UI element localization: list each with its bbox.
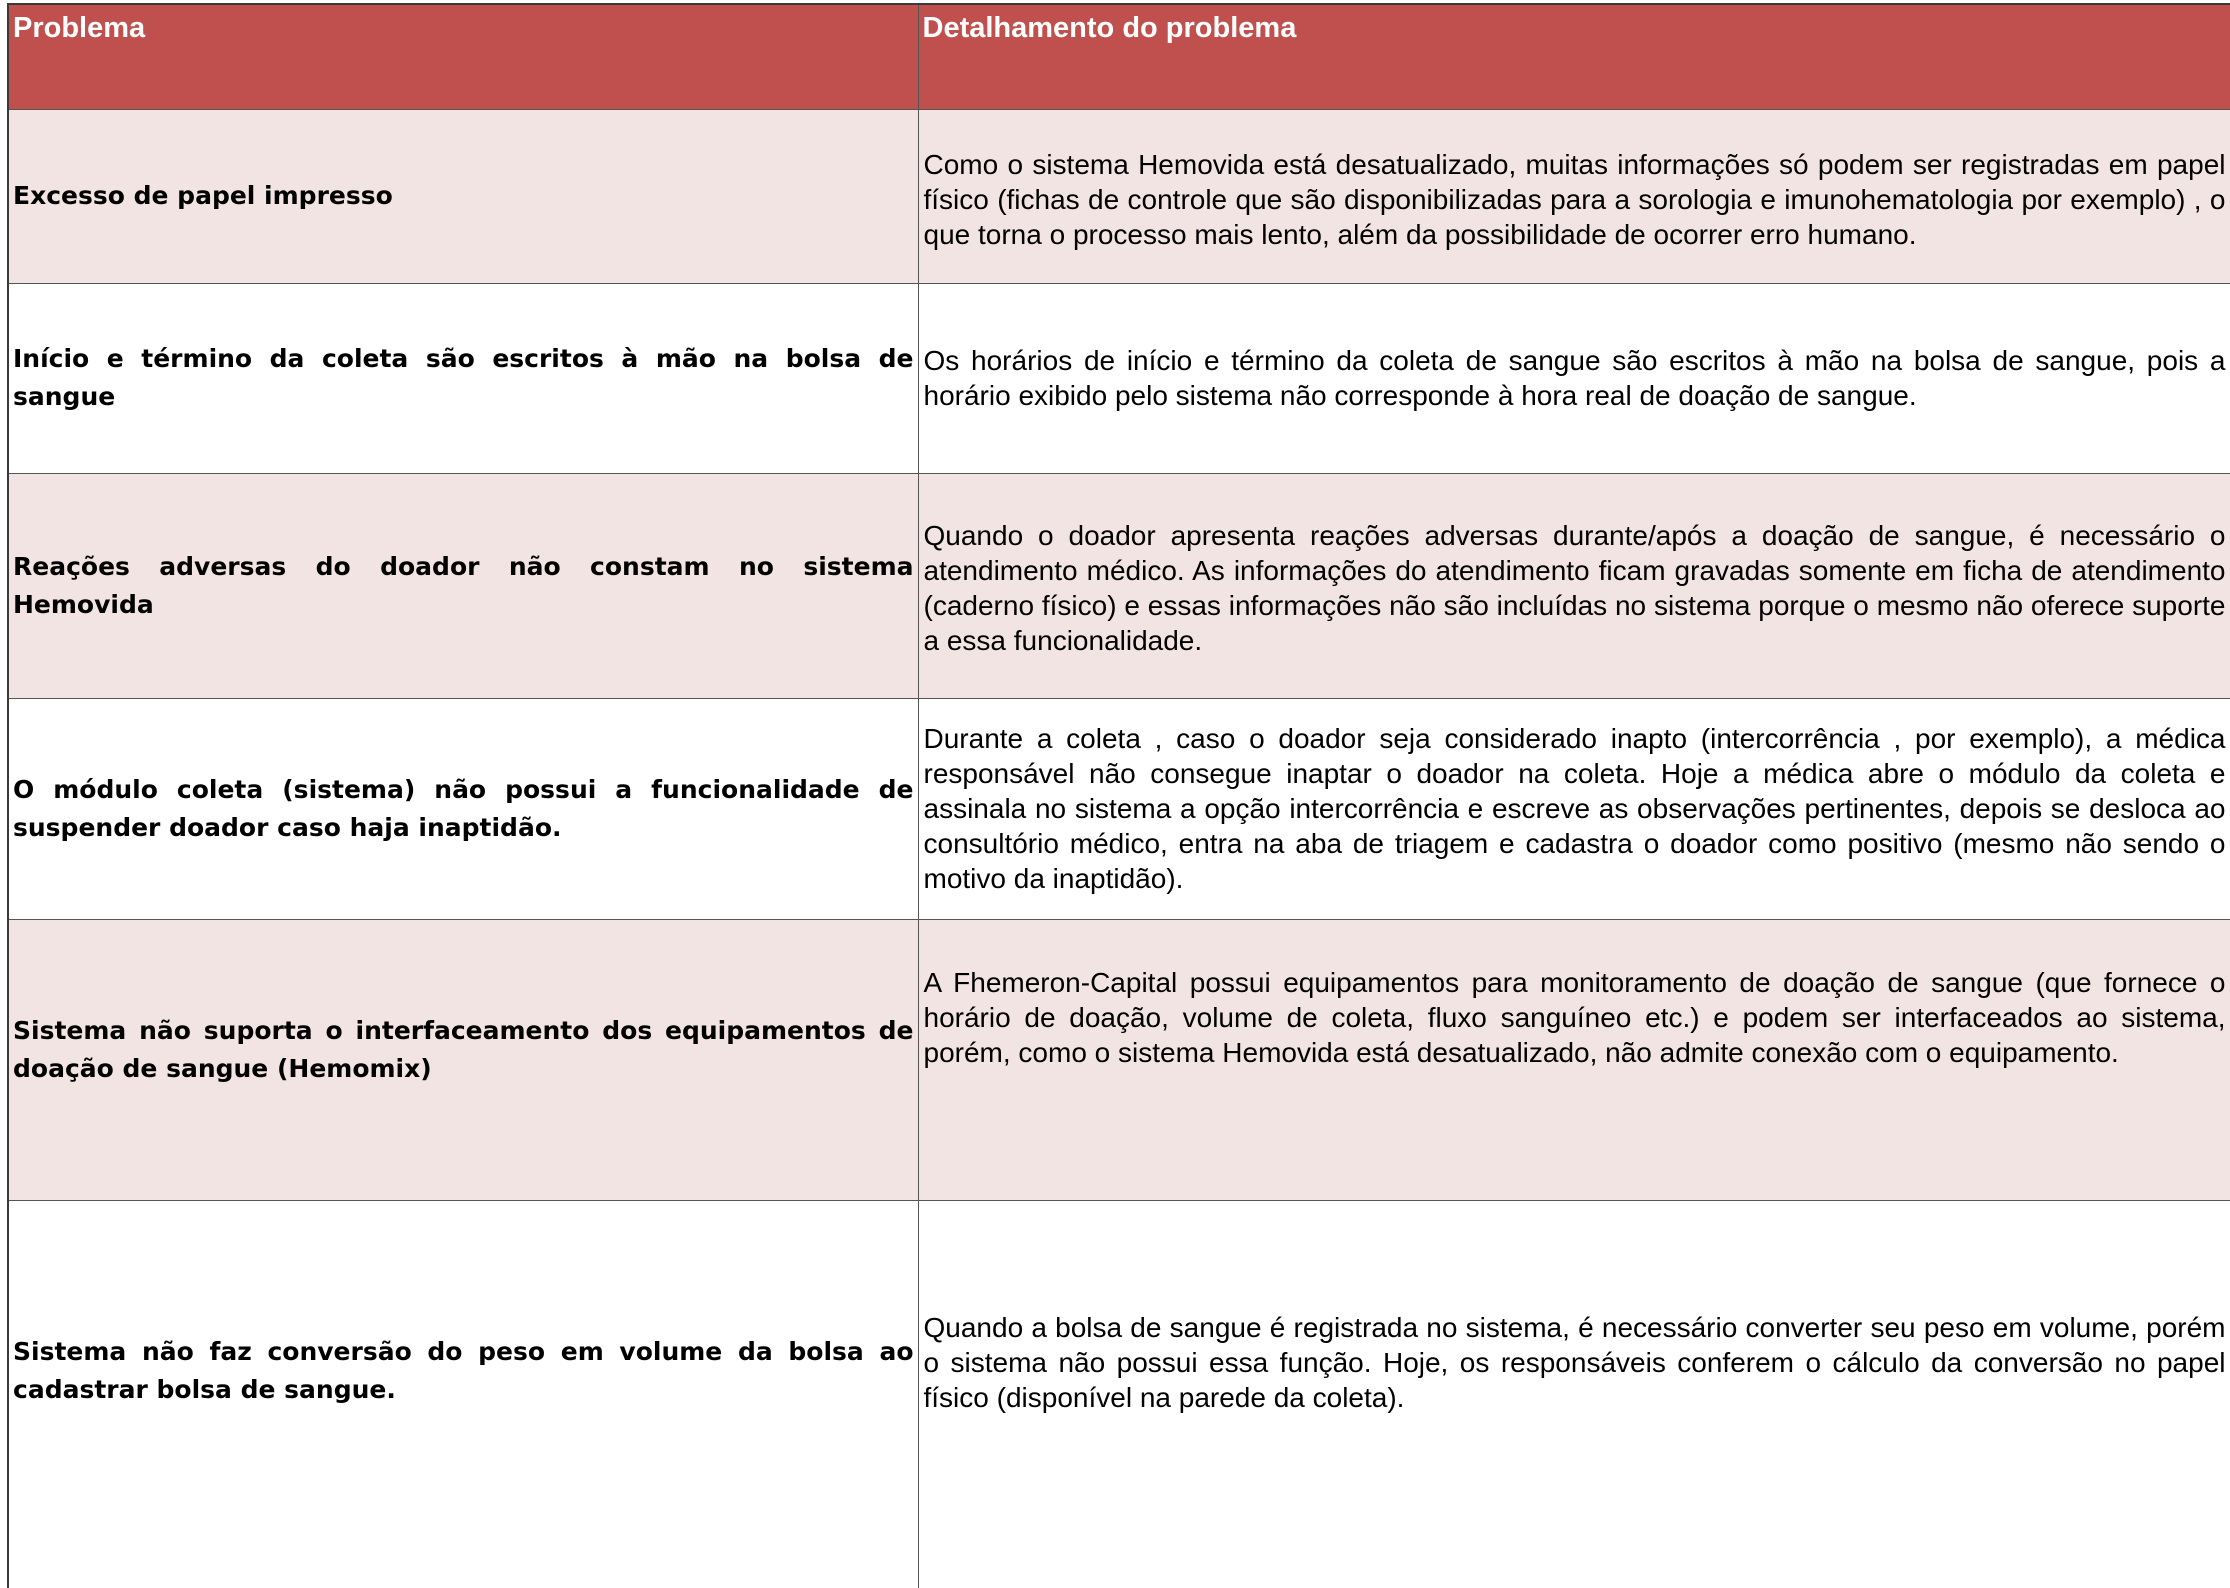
detail-cell: Como o sistema Hemovida está desatualizado, muitas informações só podem ser registradas em papel físico (fichas de controle que são disponibilizadas para a sorologia e imunohematologia por exemplo) , o que torna o processo mais lento, além da possibilidade de ocorrer erro humano. [918,109,2230,283]
table-header [9,5,2230,109]
table-row [9,1200,2230,1588]
table-row [9,919,2230,1200]
table-body [9,109,2230,1588]
problem-cell: Sistema não faz conversão do peso em volume da bolsa ao cadastrar bolsa de sangue. [9,1200,918,1588]
detail-cell: Quando a bolsa de sangue é registrada no sistema, é necessário converter seu peso em volume, porém o sistema não possui essa função. Hoje, os responsáveis conferem o cálculo da conversão no papel físico (disponível na parede da coleta). [918,1200,2230,1588]
problem-cell: Início e término da coleta são escritos à mão na bolsa de sangue [9,283,918,473]
header-problem: Problema [9,5,918,109]
problem-table [9,5,2230,1588]
table-row [9,109,2230,283]
table-row [9,283,2230,473]
table-row [9,698,2230,919]
detail-cell: A Fhemeron-Capital possui equipamentos para monitoramento de doação de sangue (que fornece o horário de doação, volume de coleta, fluxo sanguíneo etc.) e podem ser interfaceados ao sistema, porém, como o sistema Hemovida está desatualizado, não admite conexão com o equipamento. [918,919,2230,1200]
problem-cell: Reações adversas do doador não constam no sistema Hemovida [9,473,918,698]
detail-cell: Durante a coleta , caso o doador seja considerado inapto (intercorrência , por exemplo), a médica responsável não consegue inaptar o doador na coleta. Hoje a médica abre o módulo da coleta e assinala no sistema a opção intercorrência e escreve as observações pertinentes, depois se desloca ao consultório médico, entra na aba de triagem e cadastra o doador como positivo (mesmo não sendo o motivo da inaptidão). [918,698,2230,919]
problem-cell: O módulo coleta (sistema) não possui a funcionalidade de suspender doador caso haja inaptidão. [9,698,918,919]
problem-cell: Excesso de papel impresso [9,109,918,283]
problem-table-sheet [7,3,2230,1588]
table-row [9,473,2230,698]
detail-cell: Os horários de início e término da coleta de sangue são escritos à mão na bolsa de sangue, pois a horário exibido pelo sistema não corresponde à hora real de doação de sangue. [918,283,2230,473]
header-row [9,5,2230,109]
detail-cell: Quando o doador apresenta reações adversas durante/após a doação de sangue, é necessário o atendimento médico. As informações do atendimento ficam gravadas somente em ficha de atendimento (caderno físico) e essas informações não são incluídas no sistema porque o mesmo não oferece suporte a essa funcionalidade. [918,473,2230,698]
header-detail: Detalhamento do problema [918,5,2230,109]
problem-cell: Sistema não suporta o interfaceamento dos equipamentos de doação de sangue (Hemomix) [9,919,918,1200]
